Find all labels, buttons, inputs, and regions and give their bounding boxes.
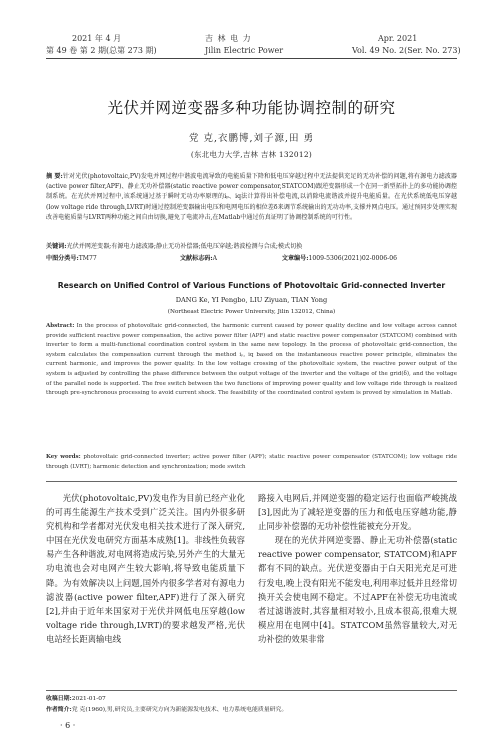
abstract-cn [46, 172, 457, 223]
body-paragraph: 光伏(photovoltaic,PV)发电作为目前已经产业化的可再生能源生产技术受到广泛关注。国内外很多研究机构和学者都对光伏发电相关技术进行了深入研究,中国在光伏发电研究方面基本成熟[1]。非线性负载容易产生各种谐波,对电网将造成污染,另外产生的大量无功电流也会对电网产生较大影响,将导致电能质量下降。为有效解决以上问题,国外内很多学者对有源电力滤波器(active power filter,APF)进行了深入研究[2],并由于近年来国家对于光伏并网低电压穿越(low voltage ride through,LVRT)的要求越发严格,光伏电站经长距离输电线 [46, 493, 245, 644]
keywords-cn [46, 242, 457, 252]
article-id-value: 1009-5306(2021)02-0006-06 [308, 255, 397, 262]
header-rule [46, 58, 457, 59]
affiliation: (东北电力大学,吉林 吉林 132012) [190, 150, 313, 159]
abstract-en-label: Abstract: [46, 323, 75, 329]
keywords-en [46, 453, 457, 472]
footnote-author [46, 705, 457, 715]
keywords-en-text: photovoltaic grid-connected inverter; active power filter (APF); static reactive power compensator (STATCOM); low voltage ride through (LVRT); harmonic detection and synchronization; mode switch [46, 454, 457, 470]
body-right-column [258, 491, 457, 646]
header-date-en: Apr. 2021 [378, 34, 418, 43]
body-paragraph: 现在的光伏并网逆变器、静止无功补偿器(static reactive power compensator, STATCOM)和APF都有不同的缺点。光伏逆变器由于白天阳光充足可进行发电,晚上没有阳光不能发电,利用率过低并且经常切换开关会使电网不稳定。不过APF在补偿无功电流或者过滤谐波时,其容量相对较小,且成本很高,很难大规模应用在电网中[4]。STATCOM虽然容量较大,对无功补偿的效果非常 [258, 535, 457, 644]
received-date: 2021-01-07 [71, 696, 106, 702]
author-bio: 党 克(1960),男,研究员,主要研究方向为新能源发电技术、电力系统电能质量研究。 [71, 707, 288, 713]
clc-value: TM77 [78, 255, 97, 262]
header-journal-en: Jilin Electric Power [205, 46, 284, 55]
abstract-en-text: In the process of photovoltaic grid-connected, the harmonic current caused by power quality decline and low voltage across cannot provide sufficient reactive power compensation, the active power filter (APF) and static reactive power compensator (STATCOM) combined with inverter to form a multi-functional coordination control system in the same new topology. In the process of photovoltaic grid-connection, the system calculates the compensation current through the method iₚ, iq based on the instantaneous reactive power principle, eliminates the current harmonic, and improves the power quality. In the low voltage crossing of the photovoltaic system, the reactive power output of the system is adjusted by controlling the phase difference between the output voltage of the inverter and the voltage of the grid(δ), and the voltage of the parallel node is supported. The free switch between the two functions of improving power quality and low voltage ride through is realized through pre-synchronous processing to avoid current shock. The feasibility of the coordinated control system is proved by simulation in Matlab. [46, 323, 458, 397]
doc-code-label: 文献标志码: [179, 255, 213, 262]
author-bio-label: 作者简介: [46, 706, 72, 713]
header-volume-cn: 第 49 卷 第 2 期(总第 273 期) [46, 46, 157, 55]
authors: 党 克,衣鹏博,刘子源,田 勇 [188, 133, 315, 144]
abstract-en [46, 322, 457, 399]
footnote-rule [46, 690, 457, 691]
keywords-cn-text: 光伏并网逆变器;有源电力滤波器;静止无功补偿器;低电压穿越;谐波检测与合成;模式切换 [66, 243, 303, 250]
body-left-column [46, 491, 245, 646]
header-date-cn: 2021 年 4 月 [72, 34, 122, 43]
english-title: Research on Unified Control of Various Functions of Photovoltaic Grid-connected Inverter [57, 281, 446, 290]
footnote-received [46, 694, 457, 704]
header-journal-cn: 吉 林 电 力 [205, 34, 252, 43]
classification-line [46, 254, 457, 264]
abstract-cn-label: 摘 要: [46, 173, 63, 180]
doc-code-value: A [212, 255, 218, 262]
keywords-cn-label: 关键词: [46, 243, 67, 250]
article-id-label: 文章编号: [281, 255, 309, 262]
header-volume-en: Vol. 49 No. 2(Ser. No. 273) [352, 46, 461, 55]
section-divider [46, 481, 457, 482]
page-number: · 6 · [60, 721, 76, 730]
body-paragraph: 路接入电网后,并网逆变器的稳定运行也面临严峻挑战[3],因此为了减轻逆变器的压力和低电压穿越功能,静止同步补偿器的无功补偿性能被充分开发。 [258, 493, 457, 532]
abstract-cn-text: 针对光伏(photovoltaic,PV)发电并网过程中谐波电流导致的电能质量下降和低电压穿越过程中无法提供充足的无功补偿的问题,将有源电力滤波器(active power filter,APF)、静止无功补偿器(static reactive power compensator,STATCOM)跟逆变器形成一个在同一新型拓扑上的多功能协调控制系统。在光伏并网过程中,该系统通过基于瞬时无功功率原理的iₚ、iq法计算得出补偿电流,以消除电流谐波并提升电能质量。在光伏系统低电压穿越(low voltage ride through,LVRT)时通过控制逆变器输出电压和电网电压的相位差δ来调节系统输出的无功功率,支撑并网点电压。通过预同步处理实现改善电能质量与LVRT两种功能之间自由切换,避免了电流冲击,在Matlab中通过仿真证明了协调控制系统的可行性。 [46, 173, 457, 221]
received-label: 收稿日期: [46, 695, 72, 702]
english-affiliation: (Northeast Electric Power University, Jilin 132012, China) [167, 309, 336, 315]
english-authors: DANG Ke, YI Pengbo, LIU Ziyuan, TIAN Yong [175, 296, 328, 304]
clc-label: 中图分类号: [46, 255, 79, 262]
paper-title: 光伏并网逆变器多种功能协调控制的研究 [107, 99, 396, 117]
keywords-en-label: Key words: [46, 454, 81, 460]
